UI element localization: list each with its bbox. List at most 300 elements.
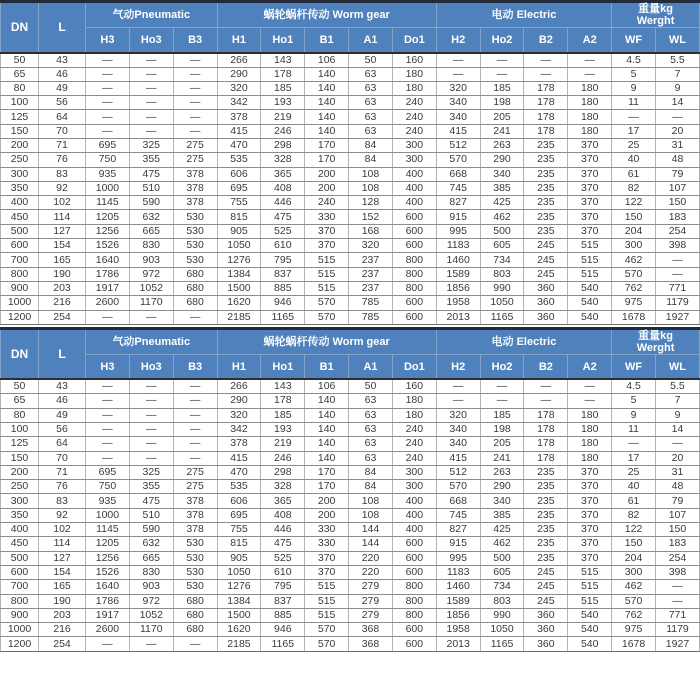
table-cell: 525 — [261, 224, 305, 238]
table-cell: 2185 — [217, 637, 261, 651]
table-cell: 140 — [305, 81, 349, 95]
table-row — [1, 408, 700, 422]
table-cell: 82 — [612, 181, 656, 195]
table-cell: 275 — [173, 138, 217, 152]
table-cell: 219 — [261, 110, 305, 124]
table-cell: 795 — [261, 253, 305, 267]
table-cell: 2600 — [86, 296, 130, 310]
table-cell: 185 — [480, 408, 524, 422]
table-cell: 300 — [392, 480, 436, 494]
table-cell: — — [655, 594, 699, 608]
table-cell: 154 — [39, 239, 86, 253]
table-cell: 340 — [436, 110, 480, 124]
table-cell: 771 — [655, 608, 699, 622]
table-cell: 7 — [655, 67, 699, 81]
table-cell: 183 — [655, 210, 699, 224]
table-cell: — — [568, 379, 612, 394]
table-cell: 408 — [261, 508, 305, 522]
table-cell: 515 — [568, 594, 612, 608]
table-cell: 330 — [305, 210, 349, 224]
column-header-ho2: Ho2 — [480, 28, 524, 53]
table-cell: 71 — [39, 465, 86, 479]
table-cell: 600 — [392, 623, 436, 637]
table-cell: 750 — [86, 153, 130, 167]
table-cell: 570 — [305, 296, 349, 310]
table-cell: 152 — [349, 210, 393, 224]
table-cell: 540 — [568, 608, 612, 622]
table-cell: 370 — [568, 465, 612, 479]
table-cell: 245 — [524, 565, 568, 579]
group-header-worm-gear — [217, 2, 436, 28]
table-cell: 328 — [261, 153, 305, 167]
table-cell: 378 — [173, 167, 217, 181]
table-cell: 837 — [261, 594, 305, 608]
table-cell: 216 — [39, 296, 86, 310]
table-cell: 750 — [86, 480, 130, 494]
table-cell: 254 — [39, 637, 86, 651]
cell-dn: 300 — [1, 167, 39, 181]
table-cell: 530 — [173, 537, 217, 551]
table-cell: 48 — [655, 480, 699, 494]
table-cell: 185 — [480, 81, 524, 95]
group-label: 电动 Electric — [491, 335, 557, 348]
table-cell: 114 — [39, 210, 86, 224]
table-row — [1, 267, 700, 281]
table-cell: 342 — [217, 96, 261, 110]
table-cell: 150 — [612, 210, 656, 224]
cell-dn: 400 — [1, 523, 39, 537]
cell-dn: 800 — [1, 594, 39, 608]
table-cell: 378 — [217, 437, 261, 451]
column-header-a1: A1 — [349, 28, 393, 53]
table-cell: 515 — [305, 267, 349, 281]
table-cell: 140 — [305, 124, 349, 138]
table-cell: 605 — [480, 239, 524, 253]
table-cell: 165 — [39, 580, 86, 594]
table-cell: 1256 — [86, 224, 130, 238]
table-cell: 510 — [129, 181, 173, 195]
column-header-wf: WF — [612, 354, 656, 379]
table-row — [1, 296, 700, 310]
table-cell: 50 — [349, 53, 393, 68]
cell-dn: 250 — [1, 153, 39, 167]
table-cell: 190 — [39, 267, 86, 281]
table-cell: 570 — [305, 637, 349, 651]
table-cell: 2185 — [217, 310, 261, 324]
table-cell: 415 — [217, 451, 261, 465]
table-cell: — — [129, 451, 173, 465]
column-header-a2: A2 — [568, 28, 612, 53]
table-cell: 330 — [305, 537, 349, 551]
table-cell: 17 — [612, 124, 656, 138]
table-cell: 370 — [305, 239, 349, 253]
table-cell: 240 — [392, 422, 436, 436]
table-cell: — — [173, 110, 217, 124]
table-cell: 70 — [39, 451, 86, 465]
table-cell: 300 — [392, 465, 436, 479]
table-cell: 140 — [305, 408, 349, 422]
table-cell: 56 — [39, 96, 86, 110]
table-cell: 143 — [261, 379, 305, 394]
table-cell: 830 — [129, 239, 173, 253]
table-cell: 1050 — [480, 296, 524, 310]
table-cell: 1526 — [86, 565, 130, 579]
table-cell: 220 — [349, 551, 393, 565]
table-cell: 320 — [436, 408, 480, 422]
column-header-h3: H3 — [86, 28, 130, 53]
table-cell: — — [173, 437, 217, 451]
table-cell: 290 — [217, 394, 261, 408]
table-cell: 734 — [480, 580, 524, 594]
table-cell: 500 — [480, 224, 524, 238]
table-cell: 5.5 — [655, 379, 699, 394]
table-cell: 160 — [392, 53, 436, 68]
table-cell: 275 — [173, 153, 217, 167]
column-header-h2: H2 — [436, 28, 480, 53]
table-cell: 995 — [436, 551, 480, 565]
table-cell: — — [86, 422, 130, 436]
table-cell: 800 — [392, 253, 436, 267]
table-cell: 241 — [480, 124, 524, 138]
table-cell: 360 — [524, 608, 568, 622]
table-cell: 771 — [655, 281, 699, 295]
table-row — [1, 310, 700, 324]
table-cell: 246 — [261, 124, 305, 138]
table-cell: — — [173, 96, 217, 110]
cell-dn: 700 — [1, 580, 39, 594]
table-cell: 180 — [568, 96, 612, 110]
table-cell: — — [173, 422, 217, 436]
table-cell: 5 — [612, 67, 656, 81]
table-cell: 530 — [173, 239, 217, 253]
cell-dn: 1200 — [1, 637, 39, 651]
table-cell: 203 — [39, 608, 86, 622]
table-cell: 298 — [261, 465, 305, 479]
table-cell: 49 — [39, 81, 86, 95]
table-cell: 20 — [655, 451, 699, 465]
table-cell: 79 — [655, 167, 699, 181]
table-cell: 935 — [86, 167, 130, 181]
table-cell: 915 — [436, 537, 480, 551]
table-cell: 510 — [129, 508, 173, 522]
table-row — [1, 637, 700, 651]
table-cell: 385 — [480, 508, 524, 522]
table-cell: 107 — [655, 508, 699, 522]
table-cell: 300 — [612, 565, 656, 579]
table-cell: 140 — [305, 96, 349, 110]
table-cell: 63 — [349, 394, 393, 408]
table-cell: — — [655, 110, 699, 124]
table-cell: 462 — [480, 210, 524, 224]
table-row — [1, 124, 700, 138]
table-cell: — — [480, 53, 524, 68]
table-cell: 540 — [568, 623, 612, 637]
table-cell: 762 — [612, 608, 656, 622]
table-cell: — — [173, 394, 217, 408]
table-cell: 2600 — [86, 623, 130, 637]
table-cell: — — [86, 637, 130, 651]
table-cell: 515 — [568, 267, 612, 281]
table-cell: 70 — [39, 124, 86, 138]
table-cell: 168 — [349, 224, 393, 238]
table-cell: — — [86, 310, 130, 324]
table-cell: 320 — [349, 239, 393, 253]
table-cell: 275 — [173, 465, 217, 479]
table-cell: 290 — [480, 480, 524, 494]
cell-dn: 900 — [1, 281, 39, 295]
table-cell: 475 — [261, 537, 305, 551]
table-cell: 415 — [436, 451, 480, 465]
table-cell: 7 — [655, 394, 699, 408]
cell-dn: 125 — [1, 437, 39, 451]
table-cell: 178 — [524, 124, 568, 138]
table-cell: 1276 — [217, 580, 261, 594]
table-cell: 108 — [349, 508, 393, 522]
table-cell: 800 — [392, 580, 436, 594]
table-cell: 515 — [305, 253, 349, 267]
table-cell: 946 — [261, 296, 305, 310]
table-cell: 266 — [217, 53, 261, 68]
table-cell: 254 — [655, 551, 699, 565]
table-cell: 180 — [568, 110, 612, 124]
table-cell: 370 — [305, 551, 349, 565]
table-cell: 540 — [568, 637, 612, 651]
table-cell: 815 — [217, 537, 261, 551]
table-row — [1, 81, 700, 95]
table-row — [1, 210, 700, 224]
table-cell: 837 — [261, 267, 305, 281]
table-cell: 127 — [39, 224, 86, 238]
group-header-electric — [436, 2, 611, 28]
table-cell: 378 — [173, 508, 217, 522]
table-cell: 83 — [39, 167, 86, 181]
table-cell: 470 — [217, 465, 261, 479]
column-header-h1: H1 — [217, 354, 261, 379]
table-cell: 178 — [261, 67, 305, 81]
table-cell: 632 — [129, 537, 173, 551]
table-cell: 48 — [655, 153, 699, 167]
table-cell: 755 — [217, 523, 261, 537]
table-cell: 140 — [305, 451, 349, 465]
table-cell: 180 — [568, 451, 612, 465]
table-cell: — — [86, 110, 130, 124]
column-header-l: L — [39, 2, 86, 53]
table-cell: 204 — [612, 551, 656, 565]
table-cell: 200 — [305, 167, 349, 181]
table-cell: 400 — [392, 181, 436, 195]
table-cell: 240 — [392, 96, 436, 110]
table-cell: 61 — [612, 494, 656, 508]
table-cell: 325 — [129, 465, 173, 479]
table-cell: 535 — [217, 480, 261, 494]
table-cell: 1620 — [217, 296, 261, 310]
table-cell: — — [129, 81, 173, 95]
table-cell: 340 — [436, 422, 480, 436]
table-cell: 995 — [436, 224, 480, 238]
table-cell: 785 — [349, 296, 393, 310]
table-cell: 31 — [655, 138, 699, 152]
table-cell: 1052 — [129, 608, 173, 622]
table-cell: 9 — [655, 81, 699, 95]
table-cell: 370 — [568, 196, 612, 210]
group-header-pneumatic — [86, 328, 218, 354]
table-cell: 275 — [173, 480, 217, 494]
table-cell: 235 — [524, 551, 568, 565]
table-cell: 1786 — [86, 594, 130, 608]
table-cell: 219 — [261, 437, 305, 451]
table-cell: — — [173, 408, 217, 422]
table-row — [1, 110, 700, 124]
table-cell: — — [173, 379, 217, 394]
table-cell: 975 — [612, 623, 656, 637]
table-cell: 475 — [261, 210, 305, 224]
table-cell: 475 — [129, 494, 173, 508]
table-cell: 370 — [568, 494, 612, 508]
spec-table-lower — [0, 327, 700, 652]
table-cell: 235 — [524, 167, 568, 181]
table-cell: 1205 — [86, 210, 130, 224]
table-cell: 180 — [568, 422, 612, 436]
column-header-wl: WL — [655, 354, 699, 379]
table-cell: 800 — [392, 594, 436, 608]
table-cell: 240 — [392, 110, 436, 124]
table-cell: 1276 — [217, 253, 261, 267]
table-cell: — — [655, 267, 699, 281]
table-cell: 400 — [392, 196, 436, 210]
table-cell: 170 — [305, 138, 349, 152]
table-cell: — — [129, 394, 173, 408]
table-cell: — — [129, 422, 173, 436]
table-cell: 1526 — [86, 239, 130, 253]
table-cell: 235 — [524, 480, 568, 494]
table-row — [1, 281, 700, 295]
table-cell: 570 — [305, 623, 349, 637]
table-cell: 515 — [305, 608, 349, 622]
group-header-electric — [436, 328, 611, 354]
table-cell: — — [436, 379, 480, 394]
table-cell: 600 — [392, 224, 436, 238]
table-cell: 43 — [39, 53, 86, 68]
table-cell: 530 — [173, 551, 217, 565]
table-cell: 668 — [436, 494, 480, 508]
table-cell: 600 — [392, 637, 436, 651]
table-cell: 240 — [392, 124, 436, 138]
table-cell: — — [436, 53, 480, 68]
table-cell: 9 — [612, 408, 656, 422]
table-cell: 365 — [261, 167, 305, 181]
table-cell: 695 — [217, 181, 261, 195]
table-cell: 178 — [524, 422, 568, 436]
table-cell: — — [173, 81, 217, 95]
table-row — [1, 523, 700, 537]
table-cell: — — [173, 637, 217, 651]
table-cell: 800 — [392, 281, 436, 295]
cell-dn: 200 — [1, 465, 39, 479]
table-cell: — — [86, 96, 130, 110]
table-cell: — — [436, 394, 480, 408]
table-cell: 63 — [349, 110, 393, 124]
table-cell: 150 — [655, 523, 699, 537]
table-cell: 1856 — [436, 608, 480, 622]
table-cell: 827 — [436, 523, 480, 537]
table-cell: — — [524, 67, 568, 81]
table-cell: 279 — [349, 608, 393, 622]
table-cell: 370 — [568, 153, 612, 167]
table-cell: — — [655, 253, 699, 267]
cell-dn: 1000 — [1, 296, 39, 310]
table-cell: 515 — [568, 239, 612, 253]
table-cell: 370 — [568, 537, 612, 551]
table-cell: 1958 — [436, 296, 480, 310]
cell-dn: 900 — [1, 608, 39, 622]
table-cell: 198 — [480, 422, 524, 436]
table-cell: 46 — [39, 67, 86, 81]
table-row — [1, 138, 700, 152]
table-cell: 370 — [568, 224, 612, 238]
table-cell: 1500 — [217, 281, 261, 295]
table-cell: 462 — [480, 537, 524, 551]
table-cell: 122 — [612, 196, 656, 210]
column-header-a2: A2 — [568, 354, 612, 379]
column-header-do1: Do1 — [392, 28, 436, 53]
table-cell: 325 — [129, 138, 173, 152]
table-cell: 150 — [655, 196, 699, 210]
table-cell: 470 — [217, 138, 261, 152]
group-label-line2: Werght — [636, 341, 675, 354]
table-cell: 193 — [261, 96, 305, 110]
table-cell: 106 — [305, 379, 349, 394]
table-row — [1, 623, 700, 637]
table-cell: 535 — [217, 153, 261, 167]
table-cell: 515 — [305, 594, 349, 608]
table-row — [1, 67, 700, 81]
table-row — [1, 96, 700, 110]
table-cell: 140 — [305, 437, 349, 451]
table-cell: 370 — [568, 508, 612, 522]
table-cell: 254 — [39, 310, 86, 324]
table-cell: 803 — [480, 267, 524, 281]
table-cell: 106 — [305, 53, 349, 68]
cell-dn: 600 — [1, 565, 39, 579]
table-cell: 185 — [261, 81, 305, 95]
table-cell: 240 — [392, 437, 436, 451]
table-cell: — — [86, 67, 130, 81]
table-cell: 540 — [568, 281, 612, 295]
table-cell: 370 — [568, 480, 612, 494]
table-cell: 300 — [392, 138, 436, 152]
table-cell: 127 — [39, 551, 86, 565]
table-cell: 14 — [655, 422, 699, 436]
table-cell: 235 — [524, 181, 568, 195]
cell-dn: 65 — [1, 67, 39, 81]
table-row — [1, 379, 700, 394]
cell-dn: 450 — [1, 210, 39, 224]
table-cell: 1165 — [261, 637, 305, 651]
table-cell: 827 — [436, 196, 480, 210]
table-cell: 530 — [173, 565, 217, 579]
table-cell: 800 — [392, 267, 436, 281]
table-cell: 180 — [392, 394, 436, 408]
table-cell: 795 — [261, 580, 305, 594]
table-cell: 61 — [612, 167, 656, 181]
table-cell: 1000 — [86, 508, 130, 522]
group-header-weight — [612, 2, 700, 28]
table-cell: 266 — [217, 379, 261, 394]
table-cell: 235 — [524, 138, 568, 152]
table-cell: 800 — [392, 608, 436, 622]
table-cell: 1183 — [436, 565, 480, 579]
table-row — [1, 565, 700, 579]
